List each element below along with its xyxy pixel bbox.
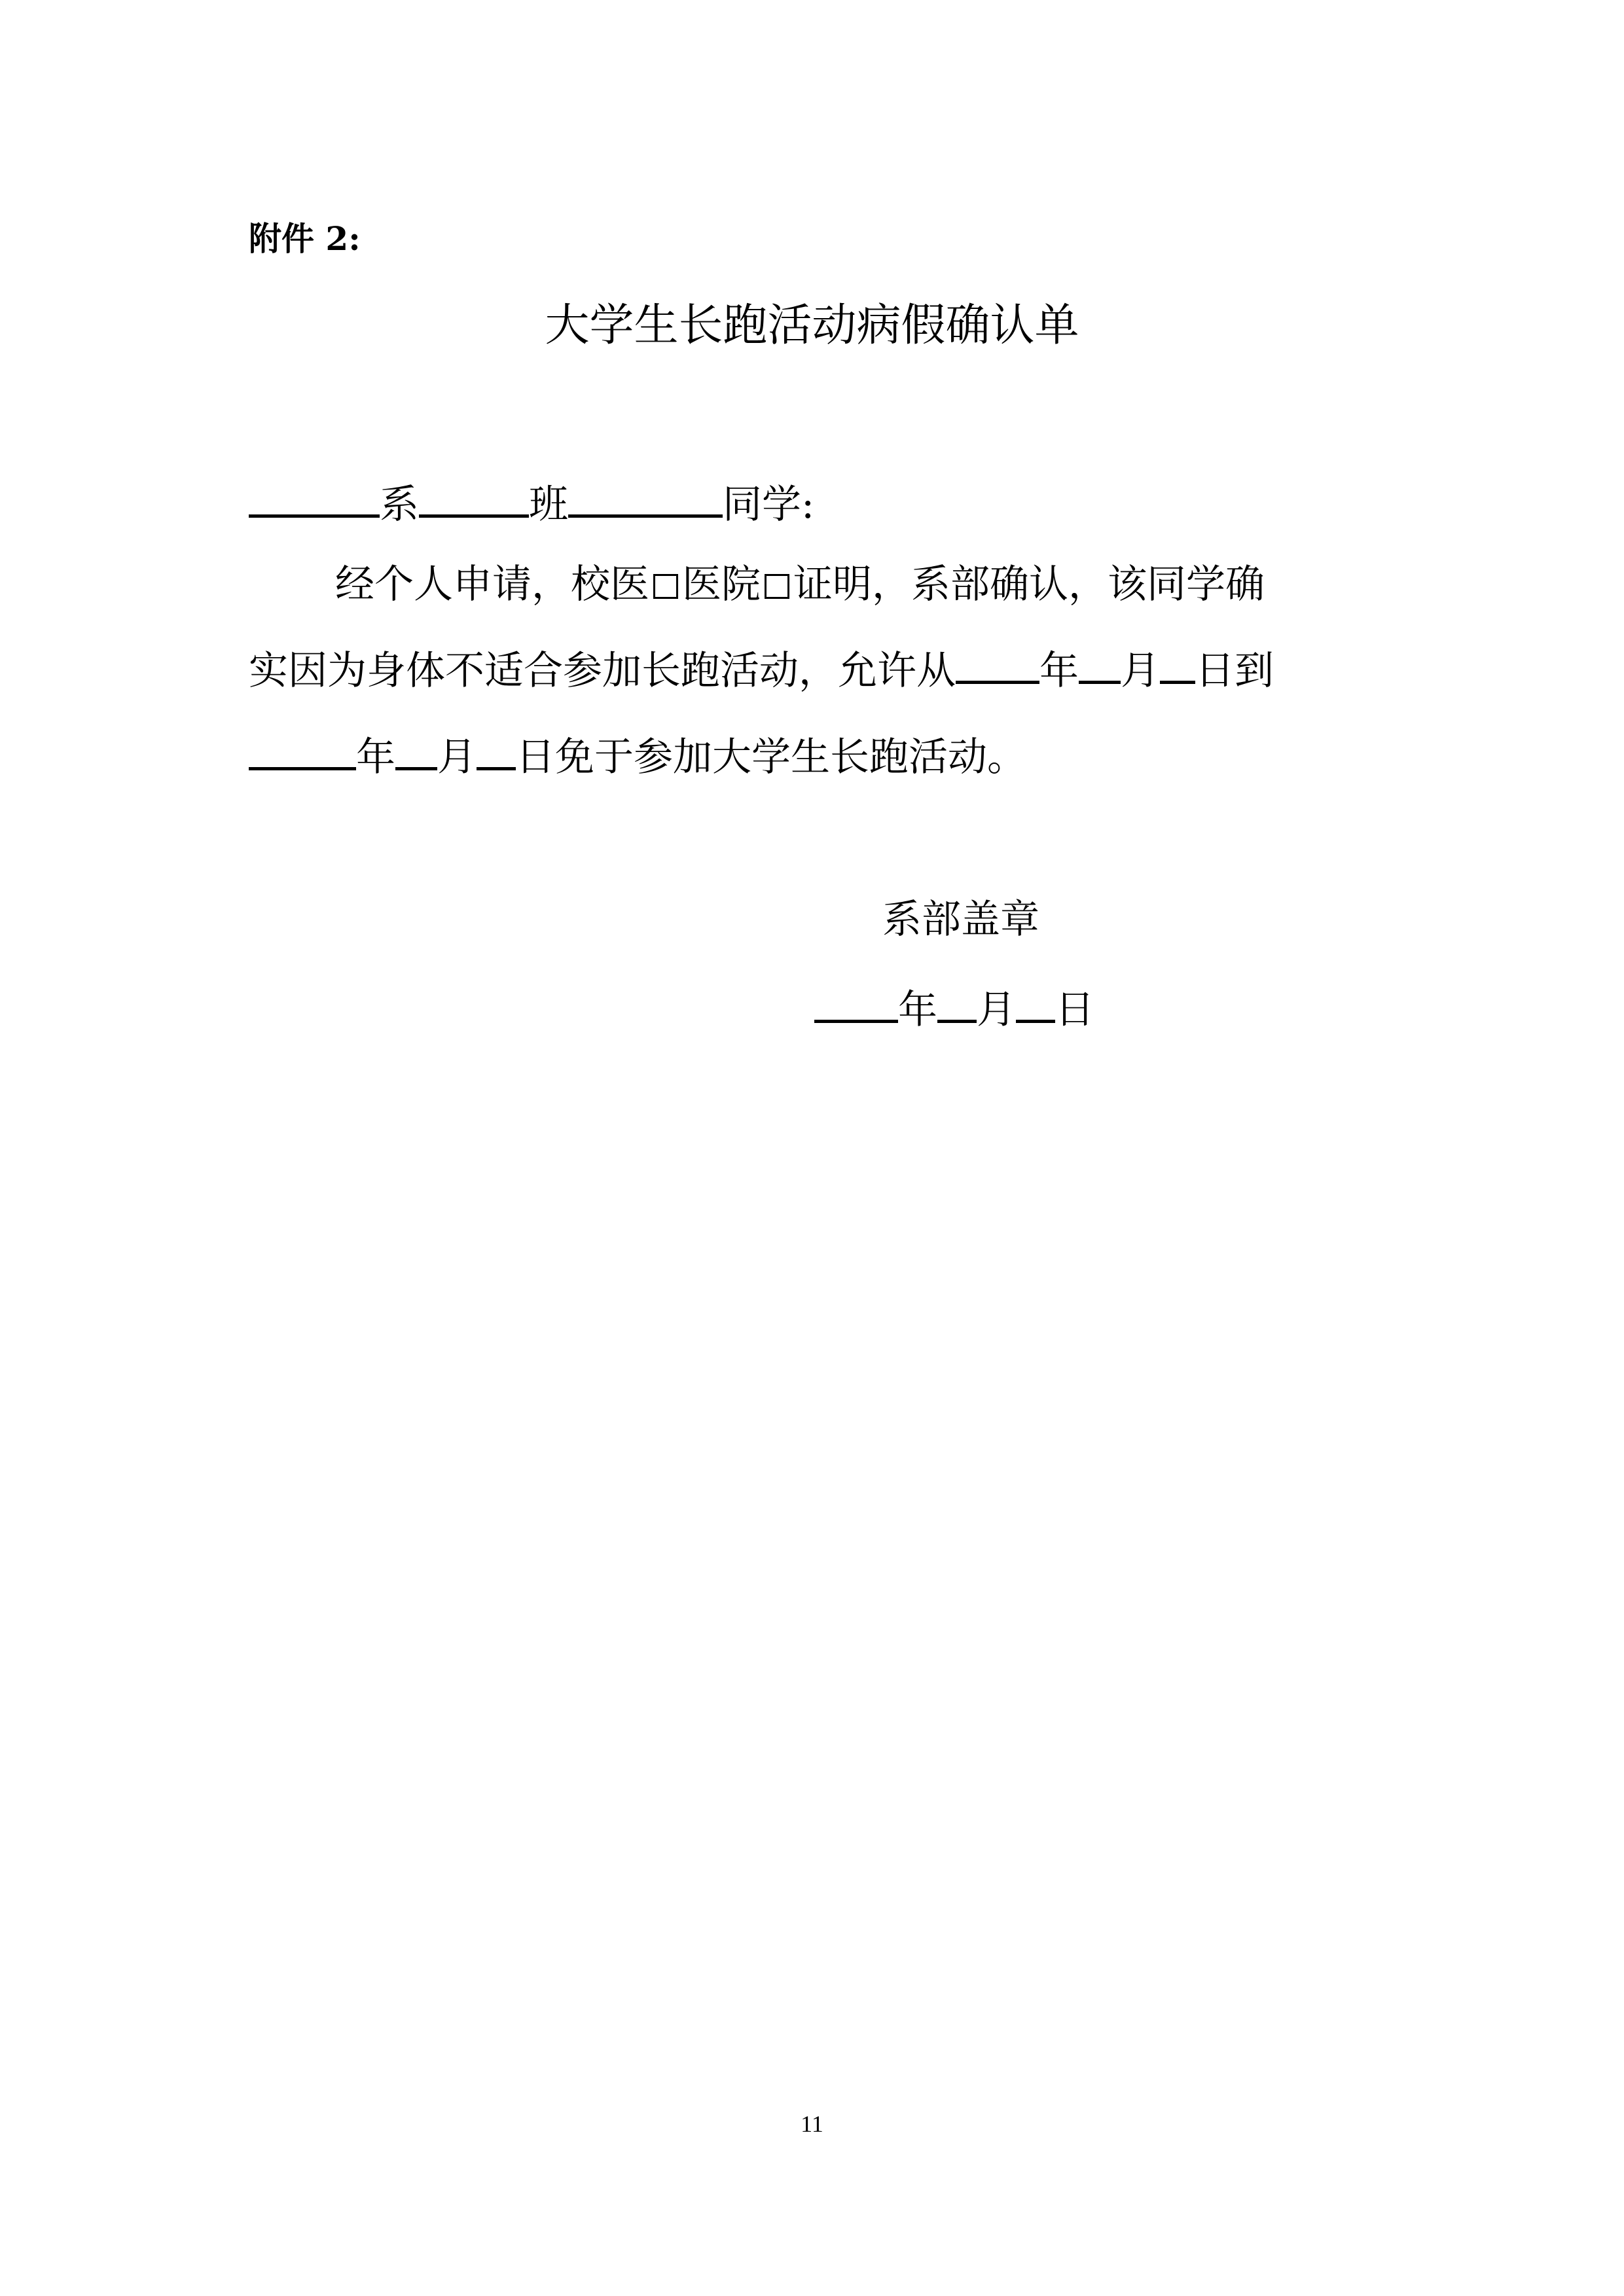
end-year-label: 年	[356, 734, 395, 780]
student-name-blank[interactable]	[568, 482, 723, 518]
department-blank[interactable]	[249, 482, 380, 518]
class-blank[interactable]	[419, 482, 529, 518]
paragraph-text-1a: 经个人申请，校医	[335, 562, 649, 607]
paragraph-line-2	[249, 641, 1274, 700]
start-year-blank[interactable]	[956, 648, 1039, 684]
addressee-line	[249, 475, 814, 534]
sign-day-blank[interactable]	[1016, 987, 1055, 1023]
hospital-checkbox[interactable]	[765, 574, 789, 599]
sign-year-blank[interactable]	[814, 987, 898, 1023]
paragraph-line-1	[335, 555, 1265, 614]
department-seal-label: 系部盖章	[882, 897, 1039, 942]
student-suffix: 同学:	[723, 482, 815, 528]
signature-date-line	[814, 980, 1094, 1039]
department-suffix: 系	[380, 482, 419, 528]
class-suffix: 班	[529, 482, 568, 528]
school-doctor-checkbox[interactable]	[653, 574, 678, 599]
end-year-blank[interactable]	[249, 734, 356, 770]
start-day-blank[interactable]	[1160, 648, 1195, 684]
paragraph-text-1c: 证明，系部确认，该同学确	[793, 562, 1265, 607]
sign-month-blank[interactable]	[937, 987, 977, 1023]
page-number: 11	[801, 2111, 823, 2137]
paragraph-text-2: 实因为身体不适合参加长跑活动，允许从	[249, 648, 956, 694]
end-month-blank[interactable]	[395, 734, 437, 770]
attachment-label: 附件 2:	[249, 219, 361, 258]
sign-day-label: 日	[1055, 987, 1094, 1033]
paragraph-text-1b: 医院	[682, 562, 761, 607]
sign-year-label: 年	[898, 987, 937, 1033]
start-year-label: 年	[1039, 648, 1079, 694]
paragraph-text-3: 日免于参加大学生长跑活动。	[516, 734, 1026, 780]
sign-month-label: 月	[977, 987, 1016, 1033]
start-month-blank[interactable]	[1079, 648, 1121, 684]
end-day-blank[interactable]	[477, 734, 516, 770]
start-day-label: 日到	[1195, 648, 1274, 694]
paragraph-line-3	[249, 728, 1026, 787]
document-title: 大学生长跑活动病假确认单	[545, 300, 1079, 351]
start-month-label: 月	[1121, 648, 1160, 694]
end-month-label: 月	[437, 734, 477, 780]
